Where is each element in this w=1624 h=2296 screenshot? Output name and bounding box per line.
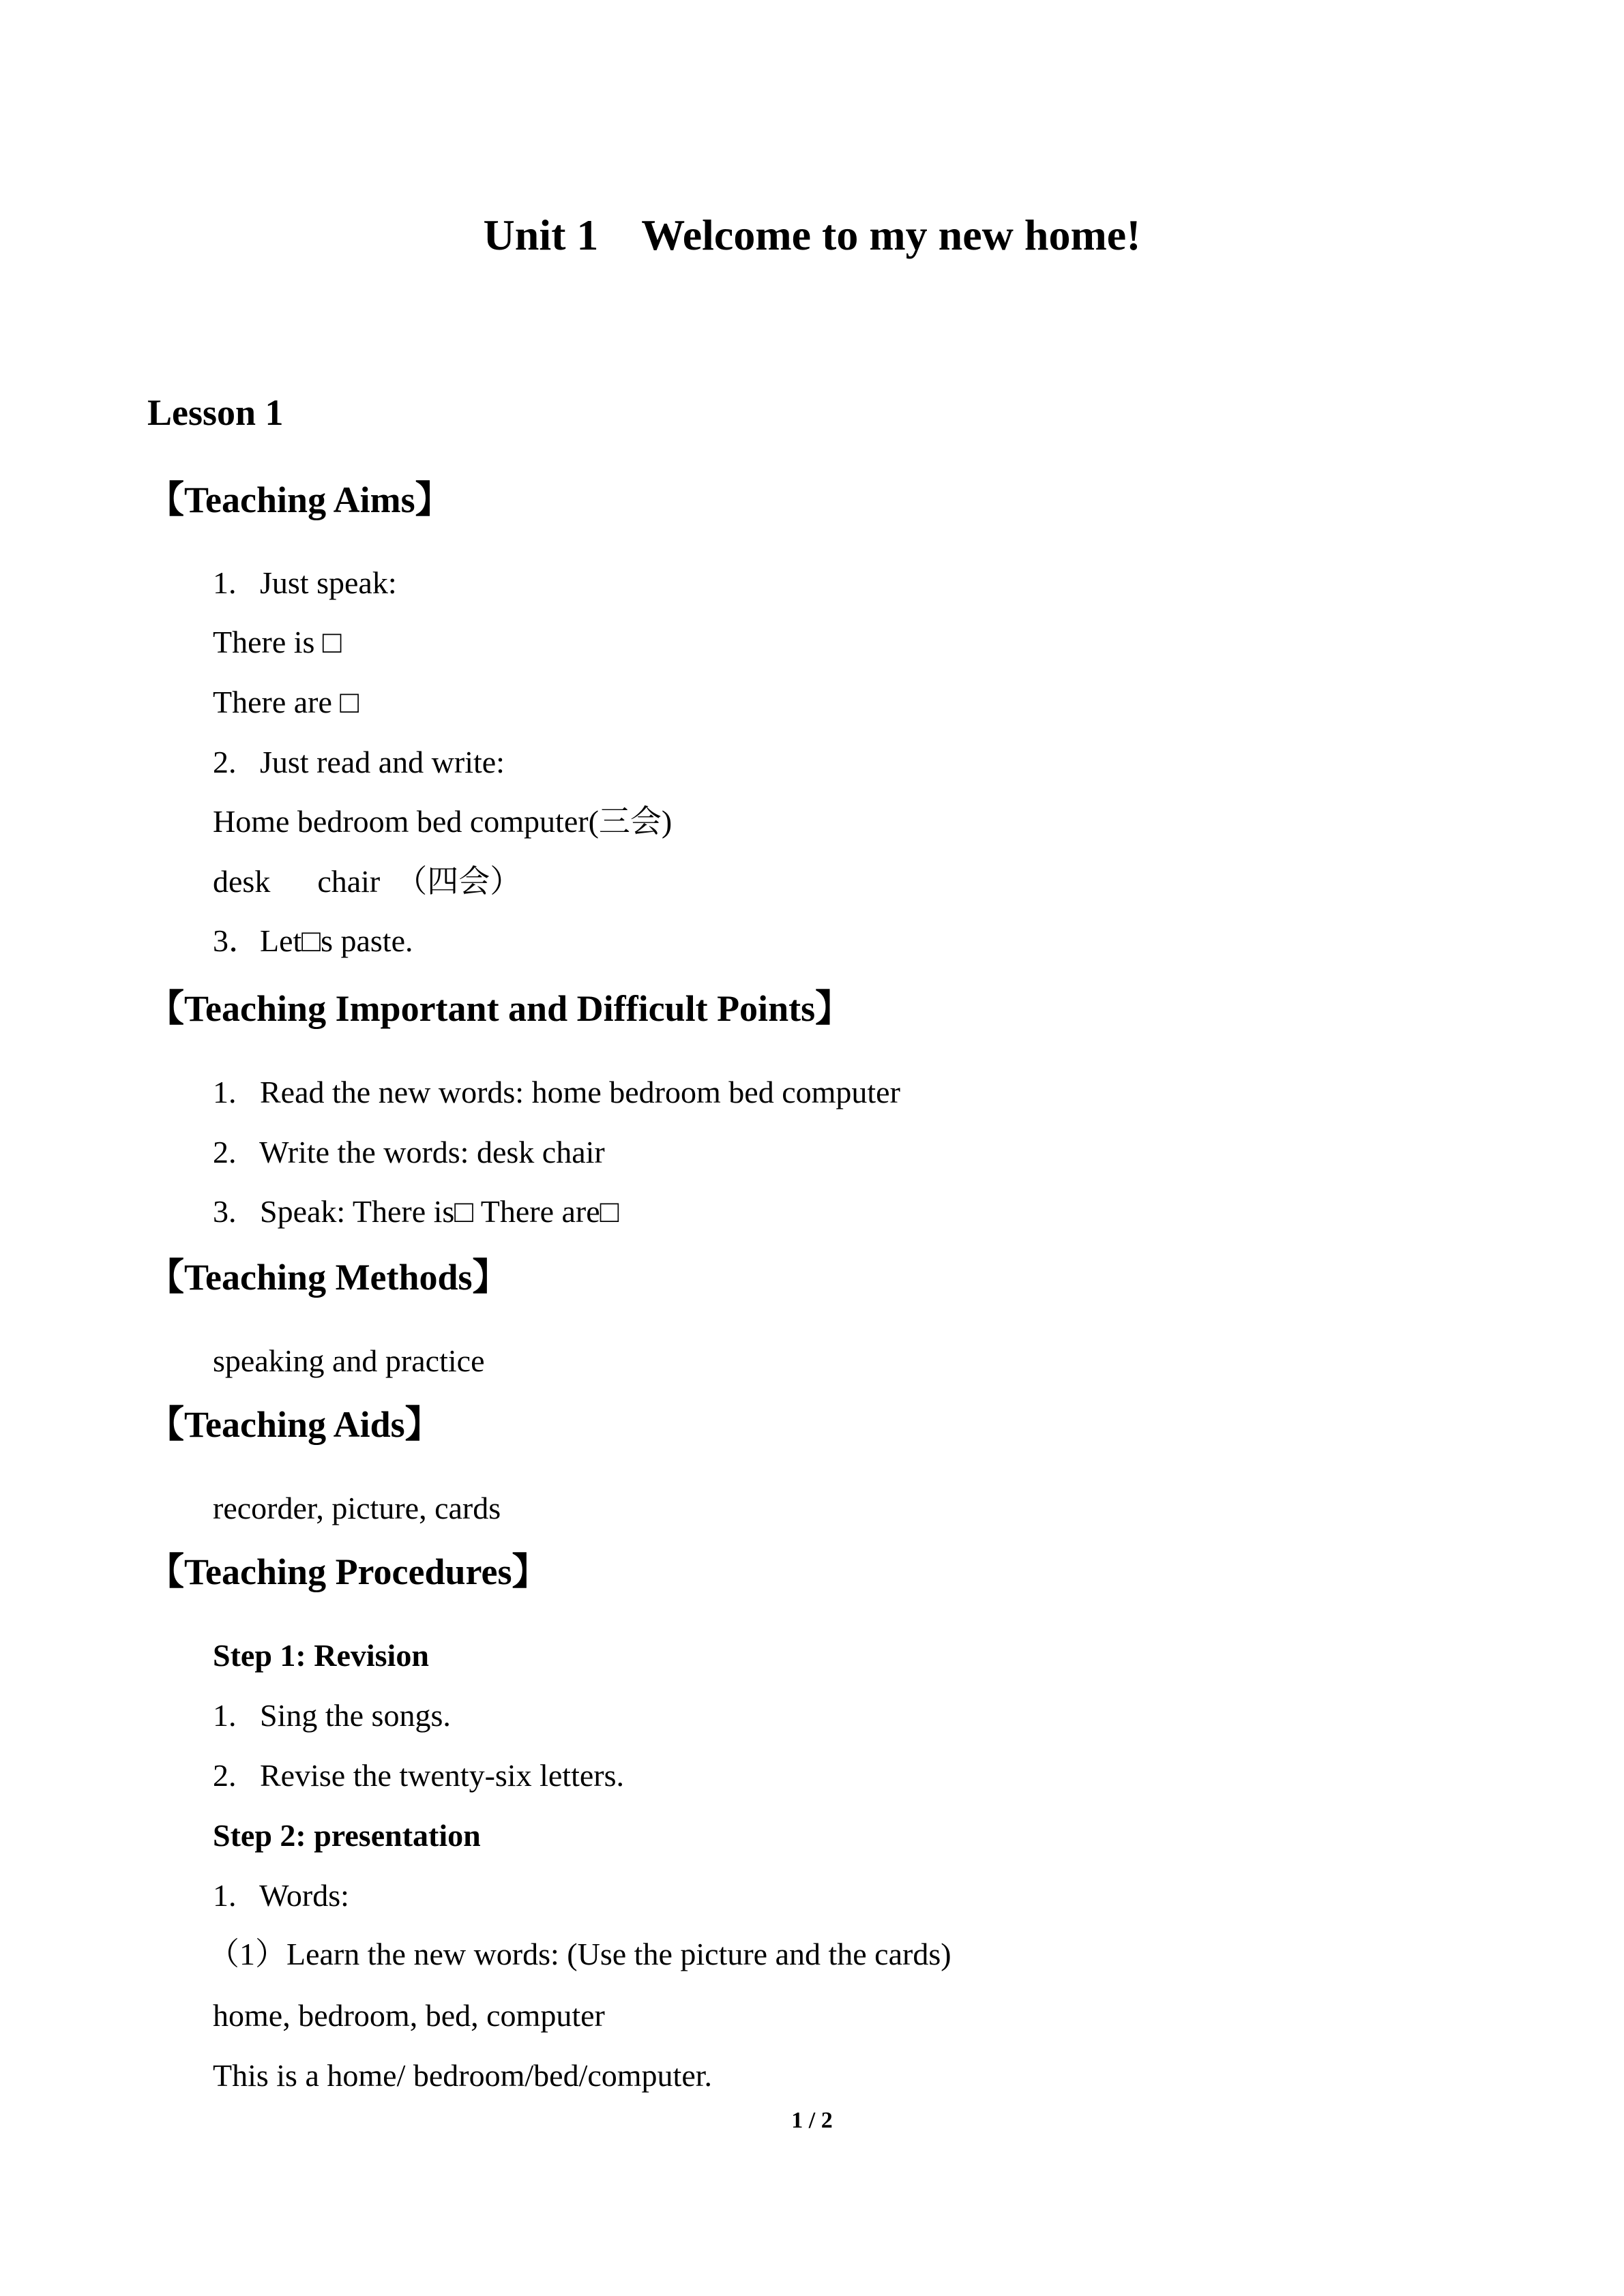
- section-heading-aids: 【Teaching Aids】: [147, 1404, 442, 1445]
- aims-line: desk chair （四会）: [213, 864, 522, 899]
- procedure-line: home, bedroom, bed, computer: [213, 1998, 605, 2033]
- page-title: Unit 1 Welcome to my new home!: [483, 211, 1141, 259]
- section-heading-methods: 【Teaching Methods】: [147, 1257, 510, 1298]
- methods-line: speaking and practice: [213, 1343, 485, 1378]
- procedure-line: 1. Sing the songs.: [213, 1698, 451, 1733]
- points-line: 3. Speak: There is□ There are□: [213, 1194, 619, 1229]
- aims-line: 2. Just read and write:: [213, 745, 505, 779]
- step-1-heading: Step 1: Revision: [213, 1638, 429, 1673]
- section-heading-aims: 【Teaching Aims】: [147, 479, 452, 520]
- aims-line: Home bedroom bed computer(三会): [213, 804, 673, 839]
- aims-line: 1. Just speak:: [213, 565, 397, 600]
- aims-line: There is □: [213, 625, 342, 659]
- section-heading-points: 【Teaching Important and Difficult Points】: [147, 988, 853, 1029]
- aims-line: There are □: [213, 685, 359, 719]
- aims-line: 3．Let□s paste.: [213, 923, 413, 958]
- procedure-line: 1. Words:: [213, 1878, 349, 1913]
- procedure-line: 2. Revise the twenty-six letters.: [213, 1758, 624, 1793]
- lesson-heading: Lesson 1: [147, 392, 284, 433]
- procedure-line: （1）Learn the new words: (Use the picture and the cards): [208, 1937, 951, 1971]
- page-number: 1 / 2: [791, 2108, 833, 2133]
- procedure-line: This is a home/ bedroom/bed/computer.: [213, 2058, 713, 2093]
- points-line: 2. Write the words: desk chair: [213, 1135, 605, 1169]
- step-2-heading: Step 2: presentation: [213, 1818, 481, 1853]
- points-line: 1. Read the new words: home bedroom bed computer: [213, 1075, 900, 1109]
- aids-line: recorder, picture, cards: [213, 1491, 501, 1525]
- section-heading-procedures: 【Teaching Procedures】: [147, 1551, 549, 1592]
